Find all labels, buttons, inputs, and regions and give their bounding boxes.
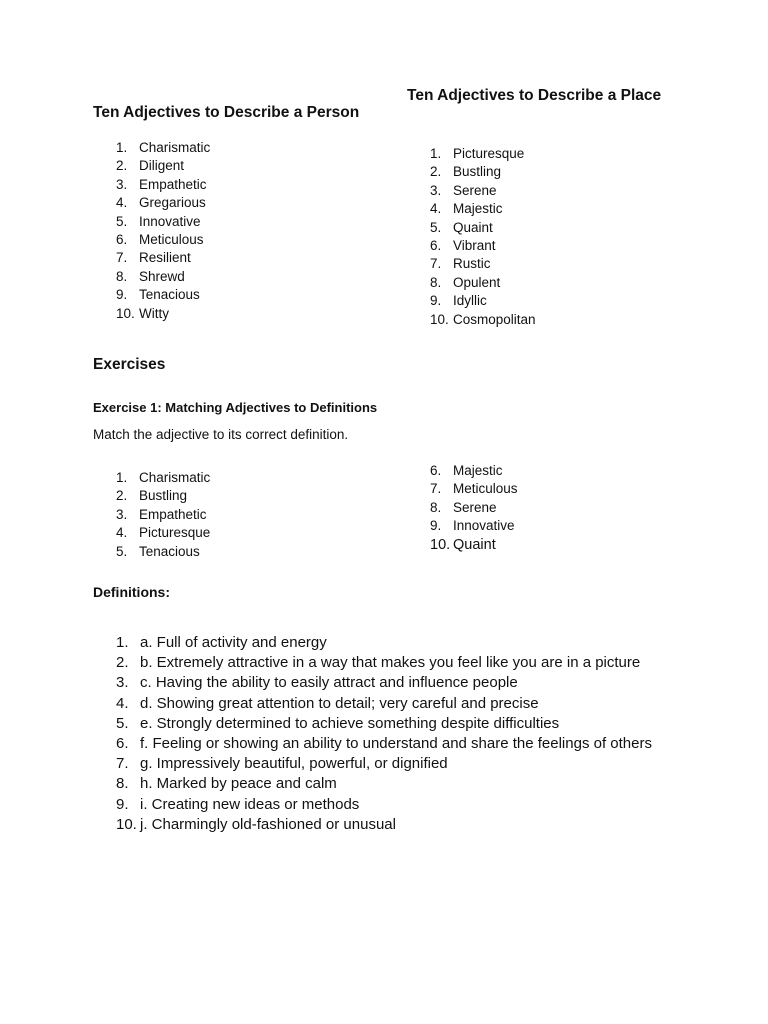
definitions-title: Definitions: [93, 584, 170, 600]
exercises-title: Exercises [93, 356, 166, 373]
place-section-title: Ten Adjectives to Describe a Place [407, 87, 662, 104]
exercise-1-instruction: Match the adjective to its correct definition. [93, 427, 349, 442]
person-section-title: Ten Adjectives to Describe a Person [93, 104, 360, 121]
exercise-1-title: Exercise 1: Matching Adjectives to Definitions [93, 400, 378, 415]
